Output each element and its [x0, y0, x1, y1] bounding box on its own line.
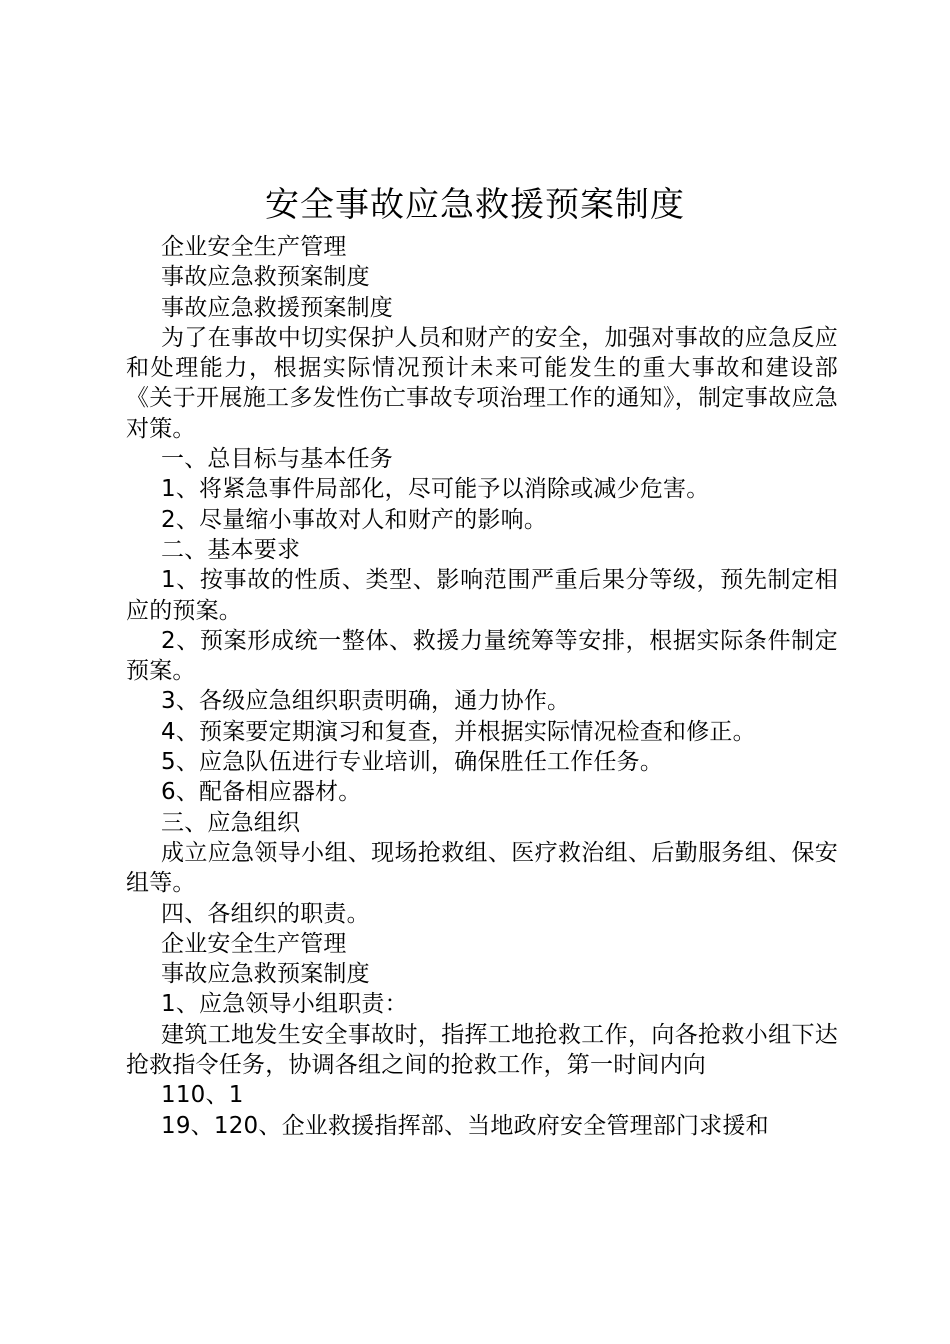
paragraph: 为了在事故中切实保护人员和财产的安全，加强对事故的应急反应和处理能力，根据实际情况预计未来可能发生的重大事故和建设部《关于开展施工多发性伤亡事故专项治理工作的通知》，制定事故应急对策。: [126, 324, 838, 442]
paragraph: 5、应急队伍进行专业培训，确保胜任工作任务。: [161, 749, 664, 776]
paragraph: 企业安全生产管理: [161, 234, 347, 260]
paragraph: 成立应急领导小组、现场抢救组、医疗救治组、后勤服务组、保安组等。: [126, 839, 838, 897]
paragraph: 6、配备相应器材。: [161, 779, 362, 806]
paragraph: 1、应急领导小组职责：: [161, 991, 408, 1018]
paragraph: 2、预案形成统一整体、救援力量统筹等安排，根据实际条件制定预案。: [126, 627, 838, 685]
document-title: 安全事故应急救援预案制度: [265, 185, 685, 225]
paragraph: 2、尽量缩小事故对人和财产的影响。: [161, 506, 548, 533]
section-heading: 四、各组织的职责。: [161, 900, 370, 927]
paragraph: 建筑工地发生安全事故时，指挥工地抢救工作，向各抢救小组下达抢救指令任务，协调各组之间的抢救工作，第一时间内向: [126, 1021, 838, 1079]
paragraph: 19、120、企业救援指挥部、当地政府安全管理部门求援和: [161, 1112, 769, 1139]
paragraph: 1、将紧急事件局部化，尽可能予以消除或减少危害。: [161, 476, 710, 503]
section-heading: 三、应急组织: [161, 809, 301, 836]
paragraph: 事故应急救援预案制度: [161, 294, 393, 321]
section-heading: 一、总目标与基本任务: [161, 446, 393, 473]
paragraph: 4、预案要定期演习和复查，并根据实际情况检查和修正。: [161, 718, 756, 745]
paragraph: 事故应急救预案制度: [161, 961, 370, 988]
section-heading: 二、基本要求: [161, 536, 301, 563]
paragraph: 1、按事故的性质、类型、影响范围严重后果分等级，预先制定相应的预案。: [126, 567, 838, 624]
paragraph: 事故应急救预案制度: [161, 264, 370, 291]
paragraph: 3、各级应急组织职责明确，通力协作。: [161, 688, 571, 715]
paragraph: 110、1: [161, 1082, 244, 1109]
paragraph: 企业安全生产管理: [161, 930, 347, 957]
document-body: [126, 232, 838, 1141]
